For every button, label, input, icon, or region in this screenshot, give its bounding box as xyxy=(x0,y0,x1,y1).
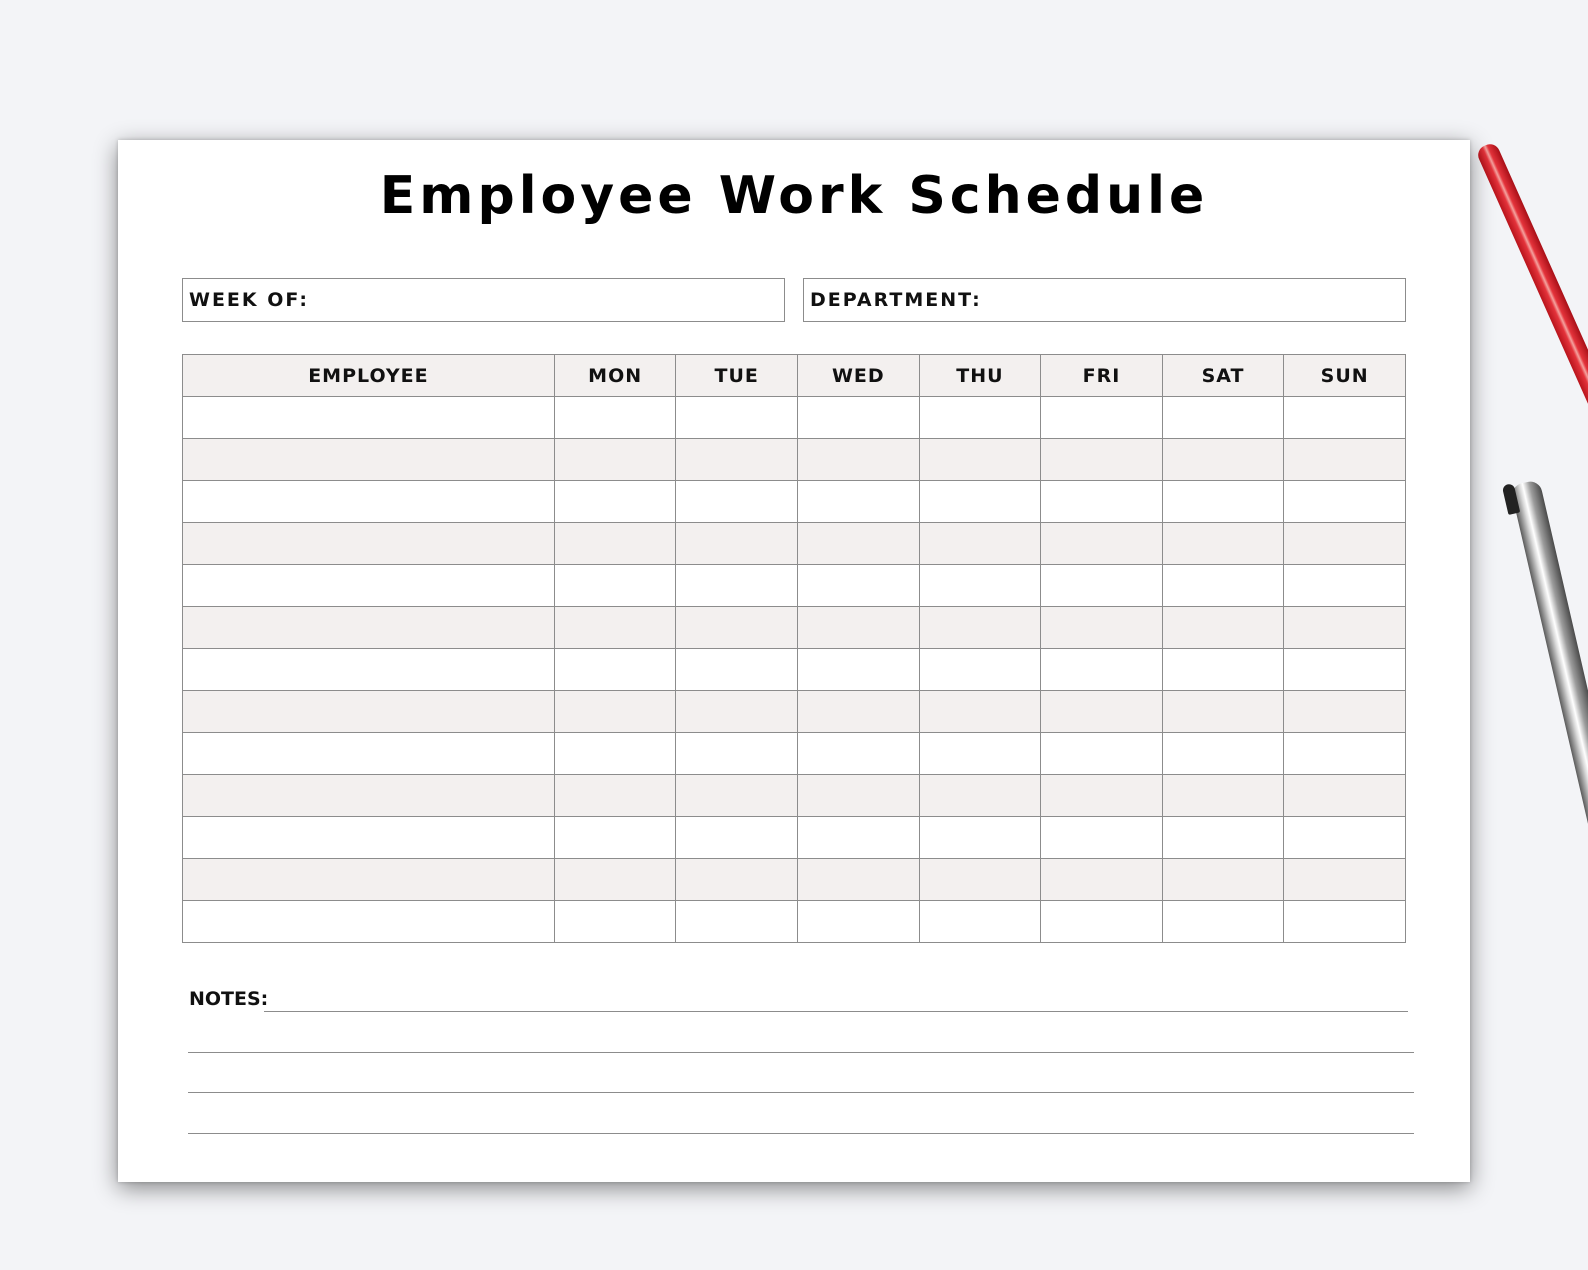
header-thu: THU xyxy=(919,355,1041,397)
shift-cell[interactable] xyxy=(1284,565,1406,607)
employee-name-cell[interactable] xyxy=(183,649,555,691)
shift-cell[interactable] xyxy=(554,565,676,607)
table-row xyxy=(183,733,1406,775)
table-row xyxy=(183,691,1406,733)
table-row xyxy=(183,649,1406,691)
shift-cell[interactable] xyxy=(798,397,920,439)
employee-name-cell[interactable] xyxy=(183,439,555,481)
shift-cell[interactable] xyxy=(798,607,920,649)
week-of-field[interactable] xyxy=(182,278,785,322)
shift-cell[interactable] xyxy=(798,565,920,607)
table-row xyxy=(183,775,1406,817)
shift-cell[interactable] xyxy=(554,439,676,481)
shift-cell[interactable] xyxy=(919,523,1041,565)
header-sat: SAT xyxy=(1162,355,1284,397)
shift-cell[interactable] xyxy=(1041,901,1163,943)
shift-cell[interactable] xyxy=(798,901,920,943)
shift-cell[interactable] xyxy=(1162,691,1284,733)
table-row xyxy=(183,901,1406,943)
shift-cell[interactable] xyxy=(1162,775,1284,817)
shift-cell[interactable] xyxy=(1162,607,1284,649)
shift-cell[interactable] xyxy=(798,691,920,733)
shift-cell[interactable] xyxy=(1041,481,1163,523)
shift-cell[interactable] xyxy=(919,439,1041,481)
schedule-table xyxy=(182,354,1406,943)
table-row xyxy=(183,607,1406,649)
employee-name-cell[interactable] xyxy=(183,607,555,649)
silver-pen-decoration xyxy=(1510,479,1588,895)
shift-cell[interactable] xyxy=(1041,775,1163,817)
table-row xyxy=(183,565,1406,607)
shift-cell[interactable] xyxy=(919,859,1041,901)
employee-name-cell[interactable] xyxy=(183,565,555,607)
shift-cell[interactable] xyxy=(554,901,676,943)
table-header-row xyxy=(183,355,1406,397)
employee-name-cell[interactable] xyxy=(183,397,555,439)
page-title: Employee Work Schedule xyxy=(379,166,1209,226)
header-mon: MON xyxy=(554,355,676,397)
employee-name-cell[interactable] xyxy=(183,691,555,733)
shift-cell[interactable] xyxy=(676,733,798,775)
shift-cell[interactable] xyxy=(1284,817,1406,859)
shift-cell[interactable] xyxy=(1162,649,1284,691)
shift-cell[interactable] xyxy=(676,565,798,607)
shift-cell[interactable] xyxy=(676,481,798,523)
notes-line[interactable] xyxy=(188,1052,1414,1053)
shift-cell[interactable] xyxy=(1284,649,1406,691)
shift-cell[interactable] xyxy=(676,439,798,481)
shift-cell[interactable] xyxy=(1041,817,1163,859)
shift-cell[interactable] xyxy=(554,817,676,859)
shift-cell[interactable] xyxy=(554,859,676,901)
shift-cell[interactable] xyxy=(1162,565,1284,607)
shift-cell[interactable] xyxy=(798,733,920,775)
shift-cell[interactable] xyxy=(676,607,798,649)
employee-name-cell[interactable] xyxy=(183,523,555,565)
employee-name-cell[interactable] xyxy=(183,481,555,523)
shift-cell[interactable] xyxy=(554,691,676,733)
notes-line[interactable] xyxy=(188,1092,1414,1093)
shift-cell[interactable] xyxy=(1284,775,1406,817)
table-row xyxy=(183,817,1406,859)
week-of-label: WEEK OF: xyxy=(189,289,309,311)
shift-cell[interactable] xyxy=(554,607,676,649)
shift-cell[interactable] xyxy=(554,481,676,523)
shift-cell[interactable] xyxy=(1162,481,1284,523)
header-fri: FRI xyxy=(1041,355,1163,397)
header-sun: SUN xyxy=(1284,355,1406,397)
shift-cell[interactable] xyxy=(676,523,798,565)
shift-cell[interactable] xyxy=(554,649,676,691)
employee-name-cell[interactable] xyxy=(183,859,555,901)
shift-cell[interactable] xyxy=(1284,733,1406,775)
shift-cell[interactable] xyxy=(1162,733,1284,775)
notes-line[interactable] xyxy=(188,1133,1414,1134)
shift-cell[interactable] xyxy=(1284,607,1406,649)
shift-cell[interactable] xyxy=(554,397,676,439)
shift-cell[interactable] xyxy=(676,397,798,439)
shift-cell[interactable] xyxy=(1041,439,1163,481)
employee-name-cell[interactable] xyxy=(183,775,555,817)
employee-name-cell[interactable] xyxy=(183,817,555,859)
shift-cell[interactable] xyxy=(798,649,920,691)
table-row xyxy=(183,481,1406,523)
schedule-sheet xyxy=(118,140,1470,1182)
shift-cell[interactable] xyxy=(554,523,676,565)
shift-cell[interactable] xyxy=(919,607,1041,649)
shift-cell[interactable] xyxy=(798,439,920,481)
shift-cell[interactable] xyxy=(1284,859,1406,901)
shift-cell[interactable] xyxy=(1162,523,1284,565)
shift-cell[interactable] xyxy=(676,649,798,691)
red-pen-decoration xyxy=(1475,141,1588,461)
notes-label: NOTES: xyxy=(189,988,269,1010)
department-label: DEPARTMENT: xyxy=(810,289,982,311)
header-tue: TUE xyxy=(676,355,798,397)
shift-cell[interactable] xyxy=(1162,397,1284,439)
employee-name-cell[interactable] xyxy=(183,733,555,775)
shift-cell[interactable] xyxy=(919,775,1041,817)
shift-cell[interactable] xyxy=(798,523,920,565)
shift-cell[interactable] xyxy=(1162,439,1284,481)
shift-cell[interactable] xyxy=(919,901,1041,943)
shift-cell[interactable] xyxy=(919,817,1041,859)
shift-cell[interactable] xyxy=(676,691,798,733)
shift-cell[interactable] xyxy=(1162,901,1284,943)
employee-name-cell[interactable] xyxy=(183,901,555,943)
table-row xyxy=(183,439,1406,481)
table-row xyxy=(183,859,1406,901)
shift-cell[interactable] xyxy=(554,733,676,775)
shift-cell[interactable] xyxy=(1041,733,1163,775)
table-row xyxy=(183,397,1406,439)
shift-cell[interactable] xyxy=(1041,565,1163,607)
shift-cell[interactable] xyxy=(919,733,1041,775)
shift-cell[interactable] xyxy=(676,859,798,901)
shift-cell[interactable] xyxy=(1162,859,1284,901)
header-wed: WED xyxy=(798,355,920,397)
shift-cell[interactable] xyxy=(1284,397,1406,439)
shift-cell[interactable] xyxy=(676,901,798,943)
shift-cell[interactable] xyxy=(1041,691,1163,733)
shift-cell[interactable] xyxy=(1041,859,1163,901)
header-employee: EMPLOYEE xyxy=(183,355,555,397)
table-row xyxy=(183,523,1406,565)
shift-cell[interactable] xyxy=(1041,523,1163,565)
shift-cell[interactable] xyxy=(919,691,1041,733)
shift-cell[interactable] xyxy=(798,481,920,523)
shift-cell[interactable] xyxy=(919,565,1041,607)
shift-cell[interactable] xyxy=(798,775,920,817)
shift-cell[interactable] xyxy=(798,859,920,901)
shift-cell[interactable] xyxy=(1284,439,1406,481)
shift-cell[interactable] xyxy=(676,775,798,817)
schedule-body xyxy=(183,397,1406,943)
shift-cell[interactable] xyxy=(798,817,920,859)
shift-cell[interactable] xyxy=(1041,397,1163,439)
shift-cell[interactable] xyxy=(919,481,1041,523)
shift-cell[interactable] xyxy=(1284,523,1406,565)
shift-cell[interactable] xyxy=(1284,691,1406,733)
shift-cell[interactable] xyxy=(1041,607,1163,649)
shift-cell[interactable] xyxy=(1162,817,1284,859)
shift-cell[interactable] xyxy=(1041,649,1163,691)
shift-cell[interactable] xyxy=(919,397,1041,439)
shift-cell[interactable] xyxy=(1284,901,1406,943)
shift-cell[interactable] xyxy=(919,649,1041,691)
shift-cell[interactable] xyxy=(676,817,798,859)
shift-cell[interactable] xyxy=(1284,481,1406,523)
department-field[interactable] xyxy=(803,278,1406,322)
notes-line[interactable] xyxy=(264,1011,1408,1012)
shift-cell[interactable] xyxy=(554,775,676,817)
